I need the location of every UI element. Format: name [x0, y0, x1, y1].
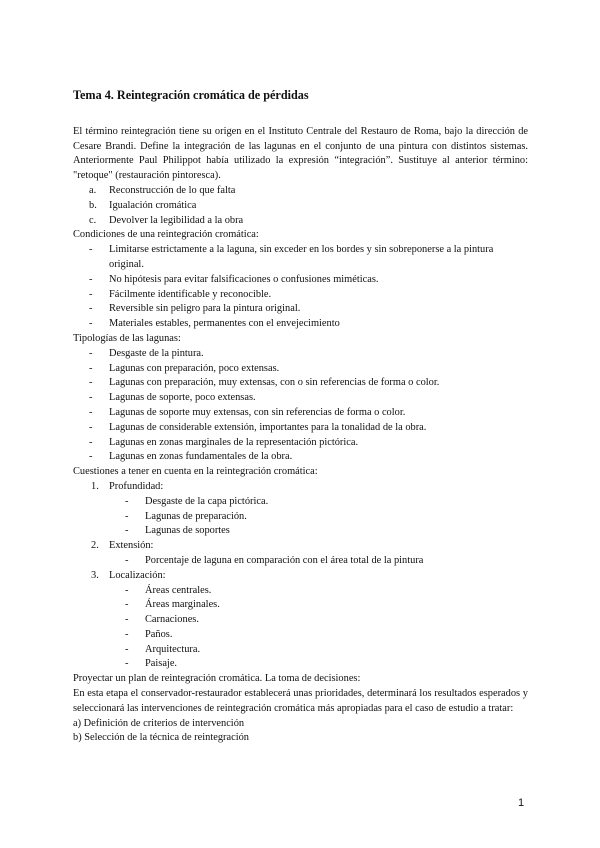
list-marker: - — [125, 614, 129, 626]
list-marker: a. — [89, 184, 97, 196]
condition-item — [73, 302, 528, 317]
issue-subitem — [73, 643, 528, 658]
issue-subitem — [73, 628, 528, 643]
list-marker: - — [89, 392, 93, 404]
issue-subitem — [73, 495, 528, 510]
document-title: Tema 4. Reintegración cromática de pérdidas — [73, 88, 309, 102]
list-marker: - — [125, 599, 129, 611]
list-marker: - — [89, 362, 93, 374]
list-marker: - — [89, 244, 93, 256]
alpha-list-item — [73, 184, 528, 199]
typology-item — [73, 436, 528, 451]
plan-item: a) Definición de criterios de intervención — [73, 717, 245, 729]
list-item-text: Arquitectura. — [145, 643, 201, 655]
list-marker: - — [125, 643, 129, 655]
issue-subitem — [73, 510, 528, 525]
list-marker: - — [89, 377, 93, 389]
list-item-text: Lagunas de soportes — [145, 525, 230, 537]
list-item-text: Lagunas de considerable extensión, importantes para la tonalidad de la obra. — [109, 421, 427, 433]
list-item-text: No hipótesis para evitar falsificaciones o confusiones miméticas. — [109, 273, 379, 285]
list-item-text: Extensión: — [109, 540, 154, 552]
condition-item — [73, 317, 528, 332]
list-item-text: Lagunas en zonas marginales de la representación pictórica. — [109, 436, 359, 448]
issue-subitem — [73, 584, 528, 599]
list-marker: - — [125, 525, 129, 537]
issue-item — [73, 480, 528, 495]
typology-item — [73, 406, 528, 421]
condition-item — [73, 273, 528, 288]
typology-item — [73, 421, 528, 436]
list-item-text: Lagunas de soporte, poco extensas. — [109, 392, 256, 404]
conditions-heading: Condiciones de una reintegración cromática: — [73, 229, 259, 241]
list-marker: - — [89, 303, 93, 315]
list-item-text: Igualación cromática — [109, 199, 197, 211]
condition-item — [73, 288, 528, 303]
list-item-text: Paisaje. — [145, 658, 178, 670]
issue-item — [73, 569, 528, 584]
issue-subitem — [73, 524, 528, 539]
plan-paragraph: En esta etapa el conservador-restaurador establecerá unas prioridades, determinará los resultados esperados y seleccionará las intervenciones de reintegración cromática más apropiadas para el caso de estudio a tratar: — [73, 688, 528, 714]
list-item-text: Materiales estables, permanentes con el envejecimiento — [109, 318, 340, 330]
issue-subitem — [73, 657, 528, 672]
list-marker: - — [125, 584, 129, 596]
list-marker: b. — [89, 199, 97, 211]
typologies-list — [73, 347, 528, 465]
list-item-text: Lagunas de preparación. — [145, 510, 247, 522]
issue-subitem — [73, 613, 528, 628]
list-marker: 3. — [91, 569, 99, 581]
typology-item — [73, 450, 528, 465]
list-marker: - — [89, 451, 93, 463]
typologies-heading: Tipologías de las lagunas: — [73, 332, 181, 344]
issues-list — [73, 480, 528, 672]
list-marker: - — [89, 436, 93, 448]
list-item-text: Lagunas de soporte muy extensas, con sin referencias de forma o color. — [109, 406, 406, 418]
typology-item — [73, 391, 528, 406]
issue-subitem — [73, 554, 528, 569]
alpha-list — [73, 184, 528, 228]
list-marker: - — [89, 273, 93, 285]
list-item-text: Reversible sin peligro para la pintura original. — [109, 303, 301, 315]
issue-item — [73, 539, 528, 554]
list-marker: - — [89, 406, 93, 418]
typology-item — [73, 347, 528, 362]
list-item-text: Desgaste de la pintura. — [109, 347, 204, 359]
list-item-text: Lagunas con preparación, muy extensas, con o sin referencias de forma o color. — [109, 377, 440, 389]
plan-heading: Proyectar un plan de reintegración cromática. La toma de decisiones: — [73, 673, 361, 685]
document-page — [73, 88, 528, 746]
conditions-list — [73, 243, 528, 332]
list-item-text: Profundidad: — [109, 480, 164, 492]
page-number: 1 — [518, 797, 525, 809]
list-marker: - — [125, 510, 129, 522]
list-item-text: Áreas centrales. — [145, 584, 212, 596]
list-marker: c. — [89, 214, 97, 226]
list-item-text: Lagunas con preparación, poco extensas. — [109, 362, 280, 374]
list-marker: - — [89, 318, 93, 330]
issue-subitem — [73, 598, 528, 613]
list-marker: - — [89, 347, 93, 359]
list-item-text: Desgaste de la capa pictórica. — [145, 495, 269, 507]
list-item-text: Porcentaje de laguna en comparación con el área total de la pintura — [145, 554, 424, 566]
issues-heading: Cuestiones a tener en cuenta en la reintegración cromática: — [73, 466, 318, 478]
list-item-text: Localización: — [109, 569, 166, 581]
list-item-text: Fácilmente identificable y reconocible. — [109, 288, 272, 300]
list-item-text: Lagunas en zonas fundamentales de la obra. — [109, 451, 293, 463]
typology-item — [73, 376, 528, 391]
list-item-text: Limitarse estrictamente a la laguna, sin exceder en los bordes y sin sobreponerse a la pintura original. — [109, 244, 494, 270]
typology-item — [73, 362, 528, 377]
condition-item — [73, 243, 528, 273]
plan-item: b) Selección de la técnica de reintegración — [73, 732, 249, 744]
list-item-text: Carnaciones. — [145, 614, 199, 626]
list-item-text: Reconstrucción de lo que falta — [109, 184, 236, 196]
list-marker: - — [125, 628, 129, 640]
alpha-list-item — [73, 214, 528, 229]
list-item-text: Áreas marginales. — [145, 599, 220, 611]
list-marker: - — [89, 421, 93, 433]
intro-paragraph: El término reintegración tiene su origen en el Instituto Centrale del Restauro de Roma, bajo la dirección de Cesare Brandi. Define la integración de las lagunas en el conjunto de una pintura con distintos sistemas. Anteriormente Paul Philippot había utilizado la expresión “integración”. Sustituye al anterior término: "retoque" (restauración pintoresca). — [73, 125, 528, 182]
list-marker: - — [125, 495, 129, 507]
list-marker: - — [125, 658, 129, 670]
alpha-list-item — [73, 199, 528, 214]
plan-list — [73, 717, 528, 747]
list-item-text: Paños. — [145, 628, 173, 640]
list-marker: - — [125, 554, 129, 566]
list-marker: 2. — [91, 540, 99, 552]
list-item-text: Devolver la legibilidad a la obra — [109, 214, 244, 226]
list-marker: - — [89, 288, 93, 300]
list-marker: 1. — [91, 480, 99, 492]
